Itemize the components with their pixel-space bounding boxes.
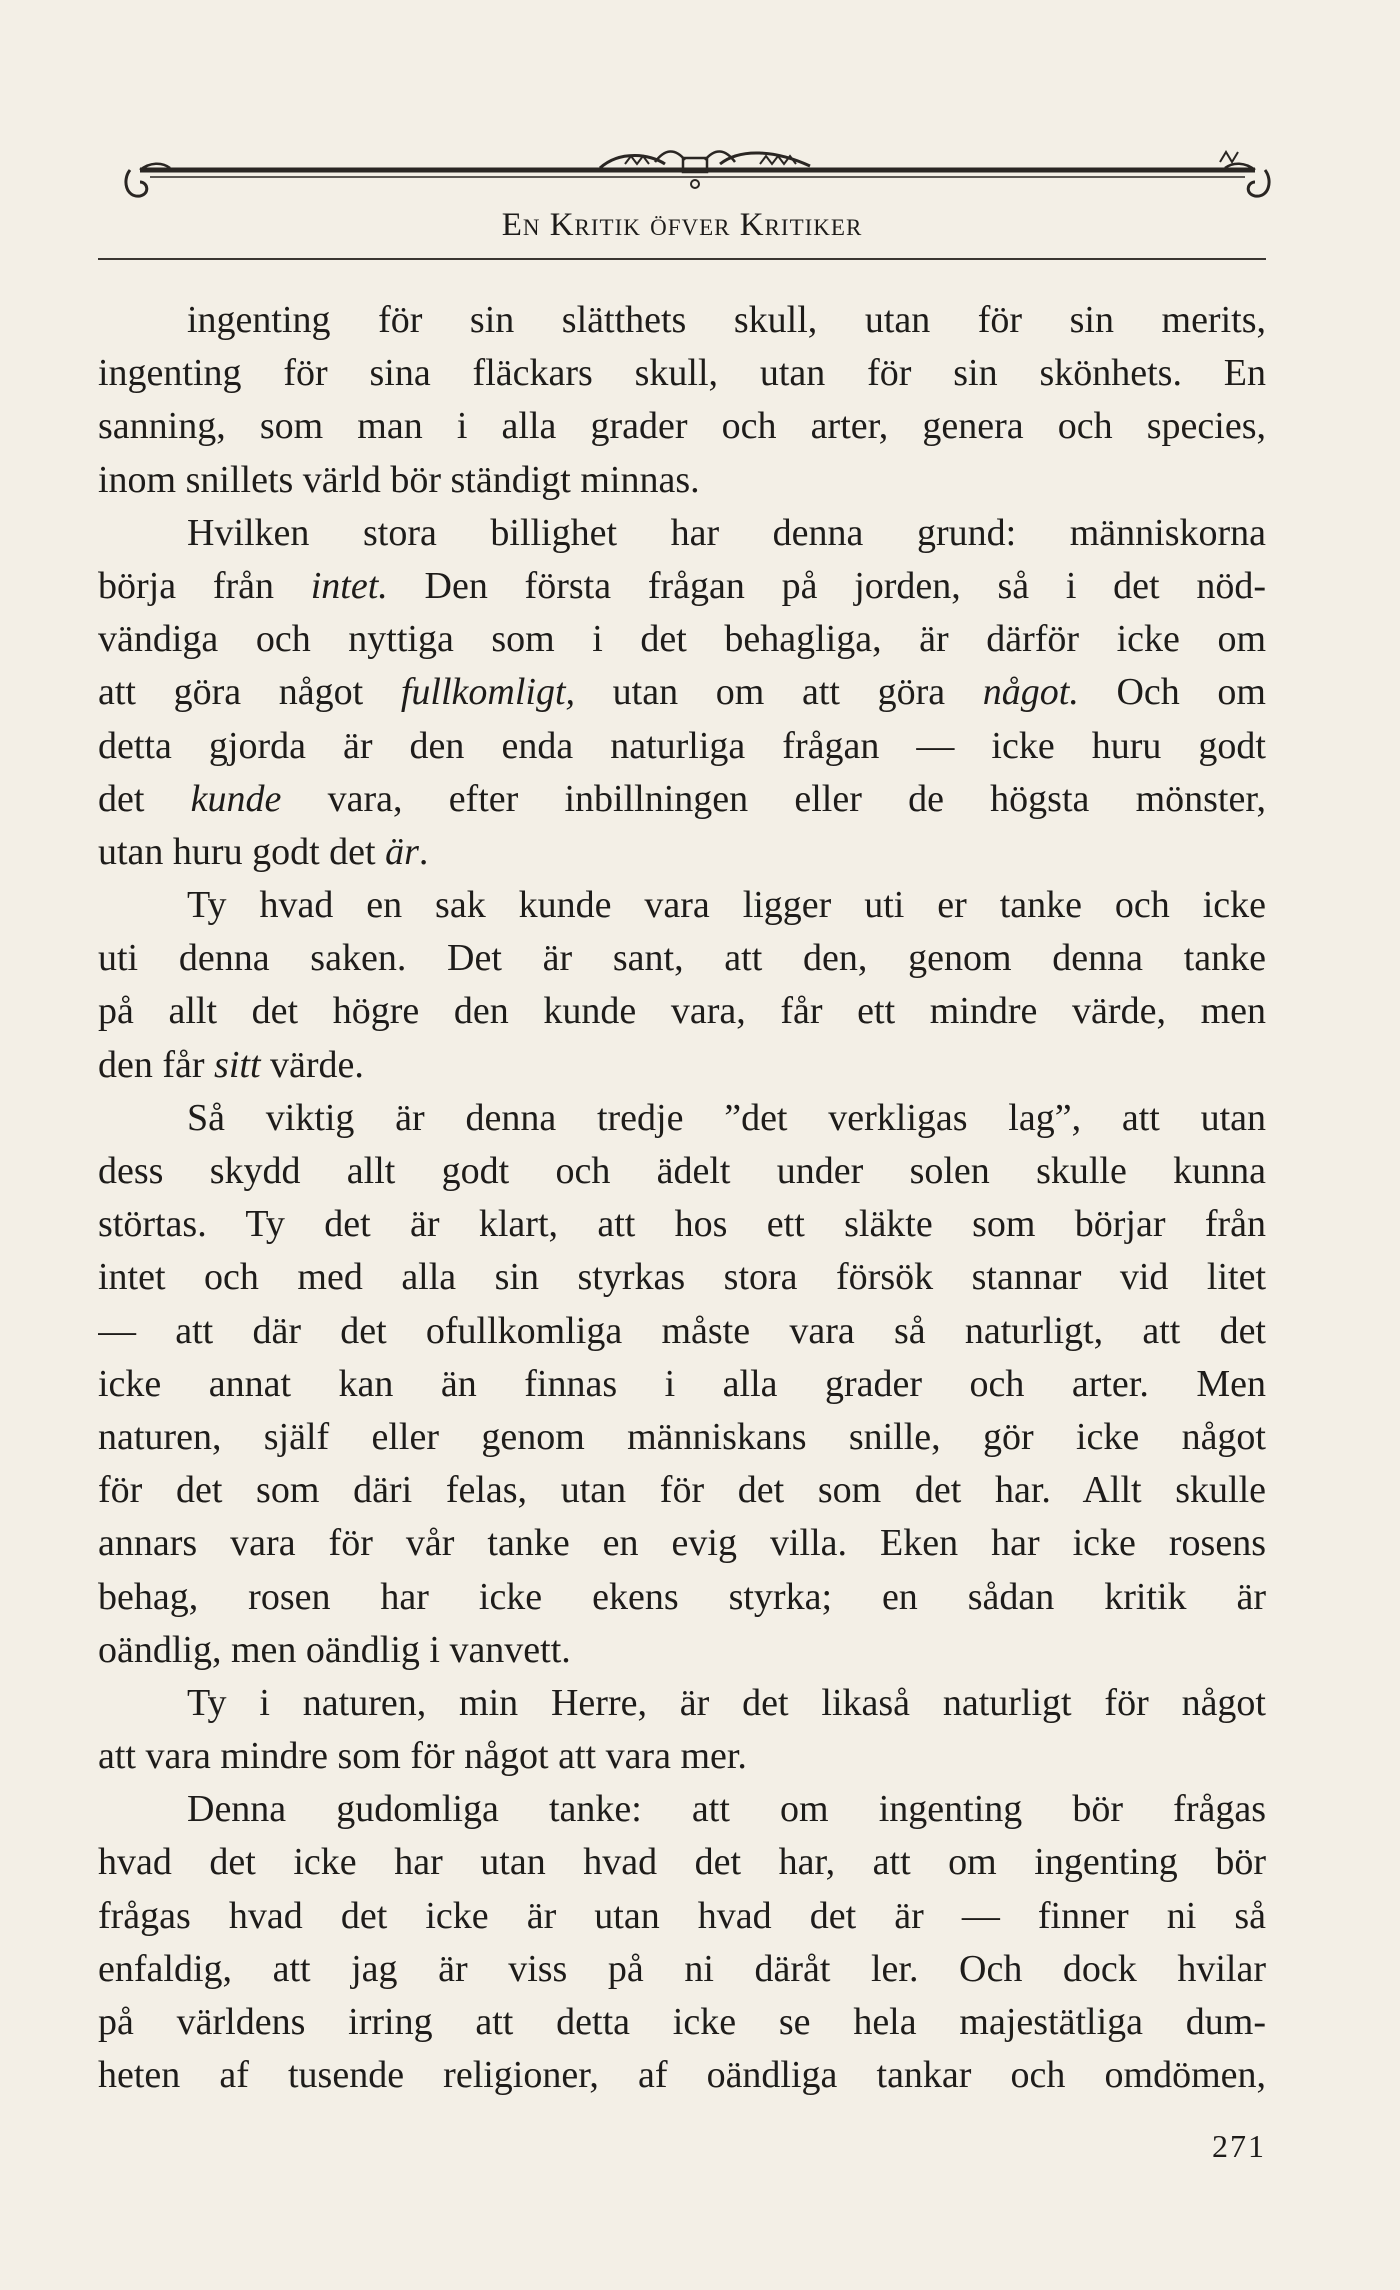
text-span: vara, efter inbillningen eller de högsta mönster, [281,777,1266,820]
text-line: sanning, som man i alla grader och arter, genera och species, [98,405,1266,448]
text-line: uti denna saken. Det är sant, att den, genom denna tanke [98,937,1266,980]
text-line: enfaldig, att jag är viss på ni däråt ler. Och dock hvilar [98,1947,1266,1990]
emphasized-word: är [385,830,419,873]
text-line: på världens irring att detta icke se hela majestätliga dum- [98,2001,1266,2043]
running-head: En Kritik öfver Kritiker [501,207,863,243]
text-line: intet och med alla sin styrkas stora försök stannar vid litet [98,1256,1266,1299]
text-line: behag, rosen har icke ekens styrka; en sådan kritik är [98,1575,1266,1618]
text-line: Denna gudomliga tanke: att om ingenting bör frågas [187,1788,1266,1831]
text-span: . [418,830,429,873]
ornamental-header-band-icon [120,140,1275,210]
text-span: Den första frågan på jorden, så i det nöd- [387,564,1266,607]
text-line: ingenting för sin slätthets skull, utan för sin merits, [187,299,1266,341]
text-line: hvad det icke har utan hvad det har, att om ingenting bör [98,1841,1266,1884]
emphasized-word: fullkomligt, [400,671,576,714]
emphasized-word: kunde [190,777,282,820]
text-line: Ty i naturen, min Herre, är det likaså naturligt för något [187,1681,1266,1724]
text-span: att göra något [98,671,401,714]
text-line: inom snillets värld bör ständigt minnas. [98,458,700,501]
text-span: det [98,777,191,820]
text-line [98,1039,1266,1092]
text-line: dess skydd allt godt och ädelt under solen skulle kunna [98,1150,1266,1192]
body-text [98,294,1266,2102]
text-span: börja från [98,564,311,607]
page-number: 271 [1212,2128,1266,2164]
text-line: för det som däri felas, utan för det som det har. Allt skulle [98,1469,1266,1512]
text-line: störtas. Ty det är klart, att hos ett släkte som börjar från [98,1203,1266,1246]
text-span: utan om att göra [575,671,983,714]
text-line: frågas hvad det icke är utan hvad det är — finner ni så [98,1894,1266,1937]
emphasized-word: något. [982,671,1079,714]
text-line [98,826,1266,879]
text-span: Och om [1078,671,1266,714]
text-line: annars vara för vår tanke en evig villa. Eken har icke rosens [98,1522,1266,1565]
emphasized-word: intet. [310,564,388,607]
text-line: — att där det ofullkomliga måste vara så naturligt, att det [98,1309,1266,1352]
text-line: icke annat kan än finnas i alla grader och arter. Men [98,1362,1266,1405]
text-line: Ty hvad en sak kunde vara ligger uti er tanke och icke [187,884,1266,927]
header-rule [98,258,1266,260]
text-line: Så viktig är denna tredje ”det verkligas lag”, att utan [187,1096,1266,1139]
text-span: utan huru godt det [98,830,386,873]
text-line: detta gjorda är den enda naturliga frågan — icke huru godt [98,724,1266,767]
text-span: den får [98,1043,215,1086]
text-line [98,773,1266,826]
text-line: Hvilken stora billighet har denna grund: människorna [187,511,1266,554]
text-line: heten af tusende religioner, af oändliga tankar och omdömen, [98,2054,1266,2097]
text-line [98,560,1266,613]
text-line: vändiga och nyttiga som i det behagliga, är därför icke om [98,618,1266,661]
text-line: oändlig, men oändlig i vanvett. [98,1628,571,1671]
emphasized-word: sitt [214,1043,261,1086]
text-line [98,666,1266,719]
text-line: ingenting för sina fläckars skull, utan för sin skönhets. En [98,352,1266,395]
text-line: på allt det högre den kunde vara, får ett mindre värde, men [98,990,1266,1033]
text-span: värde. [260,1043,364,1086]
text-line: att vara mindre som för något att vara mer. [98,1735,747,1778]
text-line: naturen, själf eller genom människans snille, gör icke något [98,1415,1266,1458]
